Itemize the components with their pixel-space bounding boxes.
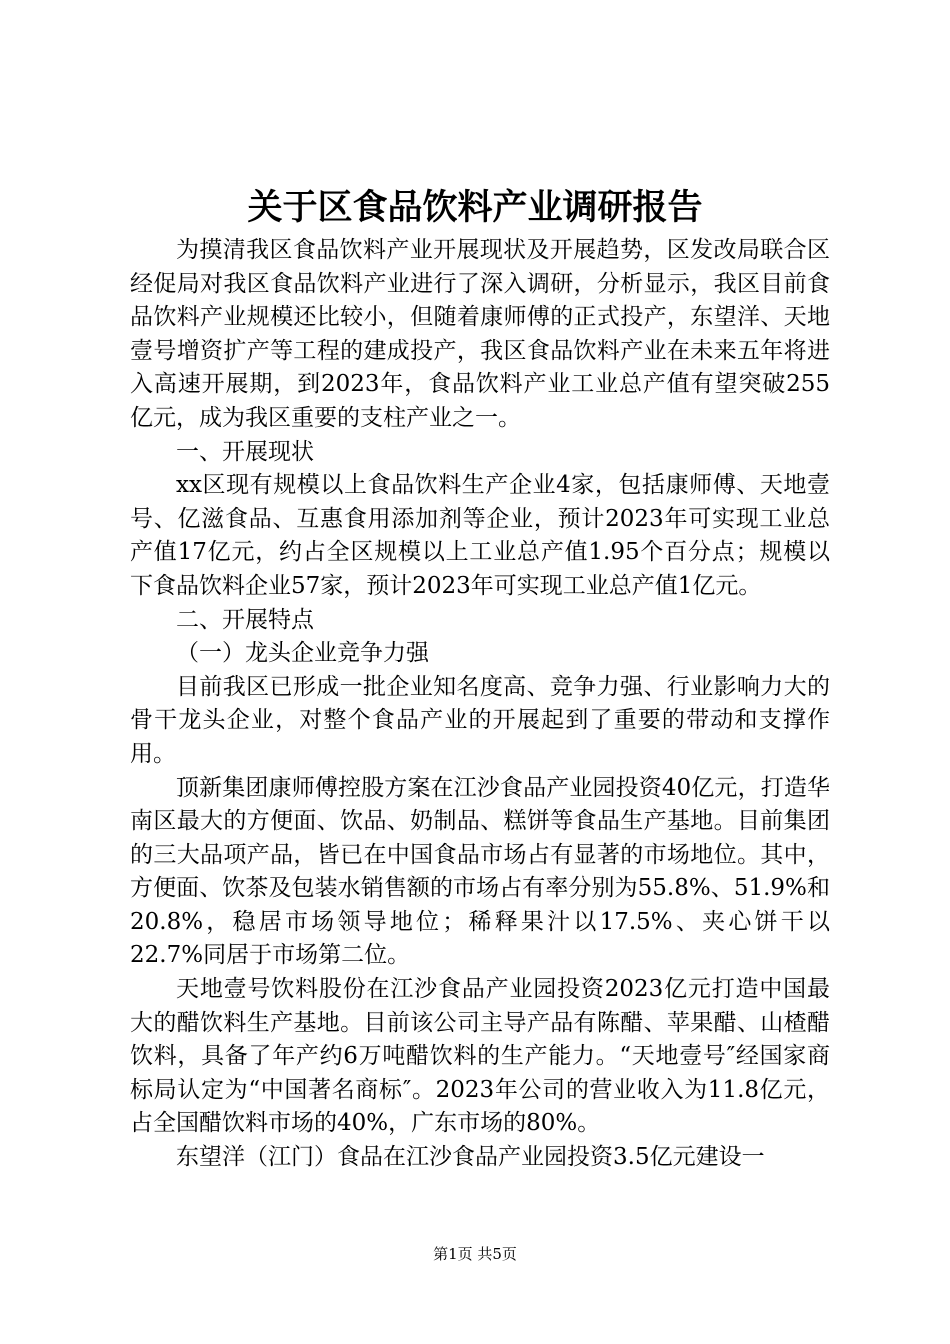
paragraph-leading-enterprises: 目前我区已形成一批企业知名度高、竞争力强、行业影响力大的骨干龙头企业，对整个食品产业的开展起到了重要的带动和支撑作用。 xyxy=(130,673,830,767)
paragraph-current-status: xx区现有规模以上食品饮料生产企业4家，包括康师傅、天地壹号、亿滋食品、互惠食用添加剂等企业，预计2023年可实现工业总产值17亿元，约占全区规模以上工业总产值1.95个百分点；规模以下食品饮料企业57家，预计2023年可实现工业总产值1亿元。 xyxy=(130,472,830,599)
page-number-footer: 第1页 共5页 xyxy=(433,1245,517,1263)
document-title: 关于区食品饮料产业调研报告 xyxy=(247,187,703,228)
heading-current-status: 一、开展现状 xyxy=(176,438,314,465)
paragraph-tiandi-yihao: 天地壹号饮料股份在江沙食品产业园投资2023亿元打造中国最大的醋饮料生产基地。目前该公司主导产品有陈醋、苹果醋、山楂醋饮料，具备了年产约6万吨醋饮料的生产能力。“天地壹号″经国家商标局认定为“中国著名商标″。2023年公司的营业收入为11.8亿元，占全国醋饮料市场的40%，广东市场的80%。 xyxy=(130,976,830,1137)
subheading-leading-enterprises: （一）龙头企业竞争力强 xyxy=(176,640,429,667)
heading-features: 二、开展特点 xyxy=(176,606,314,633)
paragraph-intro: 为摸清我区食品饮料产业开展现状及开展趋势，区发改局联合区经促局对我区食品饮料产业进行了深入调研，分析显示，我区目前食品饮料产业规模还比较小，但随着康师傅的正式投产，东望洋、天地壹号增资扩产等工程的建成投产，我区食品饮料产业在未来五年将进入高速开展期，到2023年，食品饮料产业工业总产值有望突破255亿元，成为我区重要的支柱产业之一。 xyxy=(130,237,830,431)
paragraph-master-kong: 顶新集团康师傅控股方案在江沙食品产业园投资40亿元，打造华南区最大的方便面、饮品、奶制品、糕饼等食品生产基地。目前集团的三大品项产品，皆已在中国食品市场占有显著的市场地位。其中，方便面、饮茶及包装水销售额的市场占有率分别为55.8%、51.9%和20.8%，稳居市场领导地位；稀释果汁以17.5%、夹心饼干以22.7%同居于市场第二位。 xyxy=(130,774,830,969)
document-body xyxy=(130,234,830,1175)
paragraph-dongwangyang: 东望洋（江门）食品在江沙食品产业园投资3.5亿元建设一 xyxy=(176,1144,765,1171)
